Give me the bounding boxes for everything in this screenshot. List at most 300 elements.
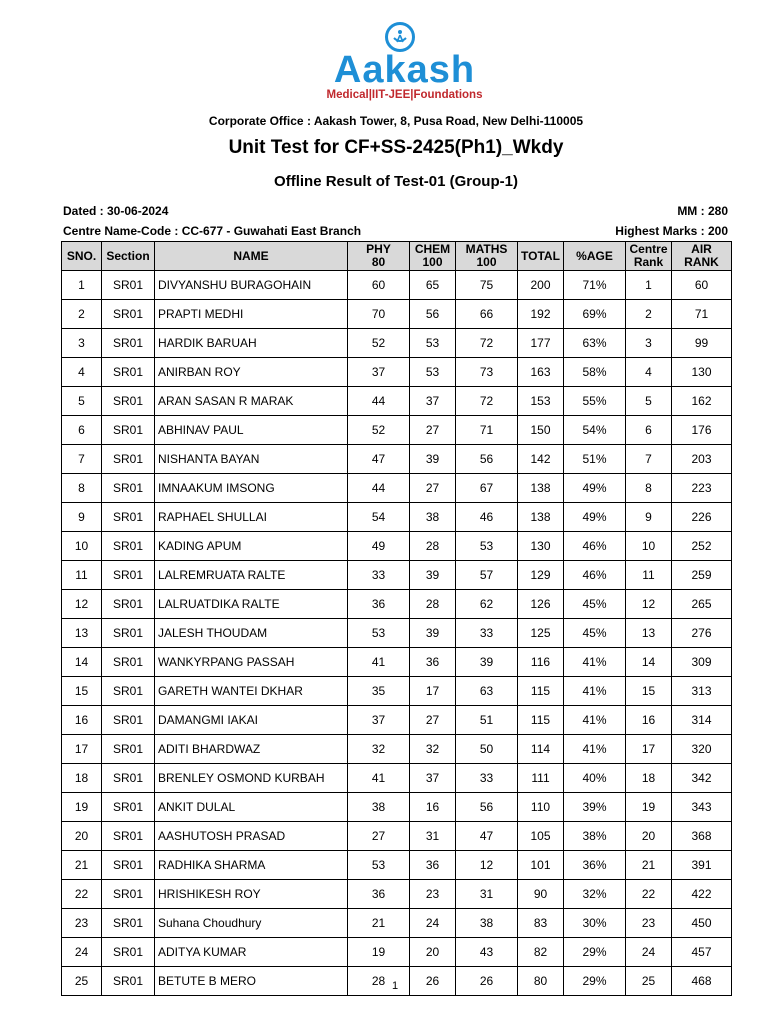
cell-maths: 26 [456, 967, 518, 996]
cell-section: SR01 [102, 648, 155, 677]
cell-chem: 53 [410, 358, 456, 387]
cell-total: 138 [518, 474, 564, 503]
col-air-rank [672, 242, 732, 271]
cell-phy: 52 [348, 329, 410, 358]
cell-total: 90 [518, 880, 564, 909]
cell-sno: 16 [62, 706, 102, 735]
cell-air-rank: 422 [672, 880, 732, 909]
cell-name: LALRUATDIKA RALTE [155, 590, 348, 619]
cell-maths: 43 [456, 938, 518, 967]
cell-total: 115 [518, 706, 564, 735]
cell-centre-rank: 24 [626, 938, 672, 967]
cell-section: SR01 [102, 851, 155, 880]
cell-air-rank: 368 [672, 822, 732, 851]
cell-chem: 20 [410, 938, 456, 967]
cell-maths: 56 [456, 445, 518, 474]
logo-tagline: Medical|IIT-JEE|Foundations [326, 89, 483, 101]
cell-percentage: 58% [564, 358, 626, 387]
cell-air-rank: 226 [672, 503, 732, 532]
cell-maths: 47 [456, 822, 518, 851]
table-row [62, 648, 732, 677]
cell-air-rank: 203 [672, 445, 732, 474]
cell-chem: 16 [410, 793, 456, 822]
cell-total: 110 [518, 793, 564, 822]
cell-maths: 66 [456, 300, 518, 329]
cell-maths: 73 [456, 358, 518, 387]
cell-maths: 33 [456, 619, 518, 648]
cell-section: SR01 [102, 677, 155, 706]
corporate-office: Corporate Office : Aakash Tower, 8, Pusa Road, New Delhi-110005 [208, 114, 584, 128]
cell-name: AASHUTOSH PRASAD [155, 822, 348, 851]
cell-maths: 51 [456, 706, 518, 735]
cell-maths: 12 [456, 851, 518, 880]
cell-total: 114 [518, 735, 564, 764]
cell-chem: 37 [410, 764, 456, 793]
cell-centre-rank: 6 [626, 416, 672, 445]
cell-name: GARETH WANTEI DKHAR [155, 677, 348, 706]
cell-air-rank: 391 [672, 851, 732, 880]
cell-maths: 46 [456, 503, 518, 532]
cell-section: SR01 [102, 590, 155, 619]
table-row [62, 445, 732, 474]
table-row [62, 561, 732, 590]
cell-maths: 75 [456, 271, 518, 300]
cell-chem: 37 [410, 387, 456, 416]
table-row [62, 938, 732, 967]
cell-name: ADITYA KUMAR [155, 938, 348, 967]
cell-section: SR01 [102, 416, 155, 445]
cell-maths: 57 [456, 561, 518, 590]
col-phy-label: PHY [366, 242, 391, 256]
cell-centre-rank: 23 [626, 909, 672, 938]
cell-percentage: 41% [564, 735, 626, 764]
col-centre-rank-1: Centre [629, 242, 668, 256]
cell-centre-rank: 17 [626, 735, 672, 764]
cell-chem: 36 [410, 851, 456, 880]
cell-name: HARDIK BARUAH [155, 329, 348, 358]
cell-chem: 27 [410, 706, 456, 735]
cell-sno: 21 [62, 851, 102, 880]
cell-percentage: 54% [564, 416, 626, 445]
cell-total: 125 [518, 619, 564, 648]
cell-total: 130 [518, 532, 564, 561]
cell-chem: 24 [410, 909, 456, 938]
cell-name: PRAPTI MEDHI [155, 300, 348, 329]
cell-section: SR01 [102, 880, 155, 909]
col-name: NAME [155, 242, 348, 271]
cell-section: SR01 [102, 764, 155, 793]
page-title: Unit Test for CF+SS-2425(Ph1)_Wkdy [228, 137, 564, 158]
cell-section: SR01 [102, 329, 155, 358]
cell-air-rank: 176 [672, 416, 732, 445]
cell-name: ANIRBAN ROY [155, 358, 348, 387]
cell-centre-rank: 11 [626, 561, 672, 590]
cell-phy: 37 [348, 706, 410, 735]
cell-name: DIVYANSHU BURAGOHAIN [155, 271, 348, 300]
cell-air-rank: 252 [672, 532, 732, 561]
cell-maths: 56 [456, 793, 518, 822]
col-centre-rank-2: Rank [633, 255, 664, 269]
cell-centre-rank: 8 [626, 474, 672, 503]
cell-percentage: 29% [564, 938, 626, 967]
cell-section: SR01 [102, 561, 155, 590]
cell-chem: 17 [410, 677, 456, 706]
cell-percentage: 69% [564, 300, 626, 329]
cell-percentage: 51% [564, 445, 626, 474]
cell-total: 129 [518, 561, 564, 590]
cell-percentage: 39% [564, 793, 626, 822]
cell-centre-rank: 7 [626, 445, 672, 474]
cell-total: 192 [518, 300, 564, 329]
cell-chem: 39 [410, 445, 456, 474]
cell-percentage: 36% [564, 851, 626, 880]
max-marks: MM : 280 [677, 204, 728, 218]
cell-name: NISHANTA BAYAN [155, 445, 348, 474]
cell-total: 177 [518, 329, 564, 358]
table-row [62, 474, 732, 503]
cell-centre-rank: 18 [626, 764, 672, 793]
cell-centre-rank: 1 [626, 271, 672, 300]
cell-phy: 44 [348, 474, 410, 503]
cell-centre-rank: 15 [626, 677, 672, 706]
cell-name: DAMANGMI IAKAI [155, 706, 348, 735]
cell-sno: 22 [62, 880, 102, 909]
cell-maths: 67 [456, 474, 518, 503]
col-chem [410, 242, 456, 271]
cell-maths: 62 [456, 590, 518, 619]
table-row [62, 271, 732, 300]
cell-percentage: 46% [564, 532, 626, 561]
cell-percentage: 46% [564, 561, 626, 590]
cell-maths: 71 [456, 416, 518, 445]
cell-sno: 1 [62, 271, 102, 300]
cell-phy: 33 [348, 561, 410, 590]
cell-chem: 31 [410, 822, 456, 851]
cell-air-rank: 71 [672, 300, 732, 329]
cell-name: WANKYRPANG PASSAH [155, 648, 348, 677]
table-header-row [62, 242, 732, 271]
cell-total: 200 [518, 271, 564, 300]
cell-sno: 3 [62, 329, 102, 358]
cell-total: 111 [518, 764, 564, 793]
cell-chem: 36 [410, 648, 456, 677]
cell-chem: 39 [410, 561, 456, 590]
cell-centre-rank: 2 [626, 300, 672, 329]
cell-chem: 56 [410, 300, 456, 329]
cell-percentage: 32% [564, 880, 626, 909]
cell-phy: 44 [348, 387, 410, 416]
cell-phy: 60 [348, 271, 410, 300]
cell-phy: 19 [348, 938, 410, 967]
cell-centre-rank: 10 [626, 532, 672, 561]
cell-name: RADHIKA SHARMA [155, 851, 348, 880]
table-row [62, 387, 732, 416]
logo-brand-text: Aakash [333, 49, 476, 91]
cell-total: 115 [518, 677, 564, 706]
cell-air-rank: 130 [672, 358, 732, 387]
cell-sno: 20 [62, 822, 102, 851]
col-air-rank-2: RANK [684, 255, 719, 269]
cell-centre-rank: 22 [626, 880, 672, 909]
cell-sno: 2 [62, 300, 102, 329]
cell-section: SR01 [102, 909, 155, 938]
cell-total: 101 [518, 851, 564, 880]
cell-percentage: 40% [564, 764, 626, 793]
cell-percentage: 49% [564, 503, 626, 532]
cell-phy: 38 [348, 793, 410, 822]
cell-air-rank: 343 [672, 793, 732, 822]
cell-section: SR01 [102, 793, 155, 822]
cell-sno: 23 [62, 909, 102, 938]
table-row [62, 503, 732, 532]
cell-section: SR01 [102, 967, 155, 996]
cell-centre-rank: 19 [626, 793, 672, 822]
cell-maths: 63 [456, 677, 518, 706]
cell-maths: 53 [456, 532, 518, 561]
table-row [62, 735, 732, 764]
cell-sno: 14 [62, 648, 102, 677]
cell-percentage: 29% [564, 967, 626, 996]
dated: Dated : 30-06-2024 [63, 204, 169, 218]
cell-air-rank: 468 [672, 967, 732, 996]
result-table [61, 241, 732, 996]
cell-centre-rank: 12 [626, 590, 672, 619]
cell-chem: 26 [410, 967, 456, 996]
cell-name: KADING APUM [155, 532, 348, 561]
cell-sno: 5 [62, 387, 102, 416]
col-maths-max: 100 [476, 255, 497, 269]
cell-chem: 27 [410, 474, 456, 503]
cell-name: ABHINAV PAUL [155, 416, 348, 445]
cell-section: SR01 [102, 387, 155, 416]
cell-percentage: 55% [564, 387, 626, 416]
cell-chem: 32 [410, 735, 456, 764]
cell-sno: 8 [62, 474, 102, 503]
cell-name: ANKIT DULAL [155, 793, 348, 822]
cell-centre-rank: 20 [626, 822, 672, 851]
cell-air-rank: 60 [672, 271, 732, 300]
cell-centre-rank: 25 [626, 967, 672, 996]
cell-section: SR01 [102, 938, 155, 967]
table-row [62, 677, 732, 706]
cell-maths: 72 [456, 387, 518, 416]
table-row [62, 706, 732, 735]
cell-centre-rank: 14 [626, 648, 672, 677]
cell-percentage: 71% [564, 271, 626, 300]
cell-percentage: 45% [564, 619, 626, 648]
col-phy-max: 80 [371, 255, 386, 269]
cell-phy: 41 [348, 648, 410, 677]
cell-sno: 18 [62, 764, 102, 793]
cell-sno: 17 [62, 735, 102, 764]
cell-centre-rank: 9 [626, 503, 672, 532]
cell-percentage: 38% [564, 822, 626, 851]
col-maths [456, 242, 518, 271]
table-row [62, 880, 732, 909]
page-subtitle: Offline Result of Test-01 (Group-1) [274, 173, 518, 190]
cell-chem: 53 [410, 329, 456, 358]
cell-air-rank: 314 [672, 706, 732, 735]
cell-phy: 53 [348, 619, 410, 648]
cell-total: 126 [518, 590, 564, 619]
cell-air-rank: 99 [672, 329, 732, 358]
cell-sno: 24 [62, 938, 102, 967]
table-row [62, 358, 732, 387]
table-row [62, 764, 732, 793]
cell-total: 105 [518, 822, 564, 851]
cell-total: 80 [518, 967, 564, 996]
cell-name: IMNAAKUM IMSONG [155, 474, 348, 503]
cell-name: BETUTE B MERO [155, 967, 348, 996]
cell-chem: 23 [410, 880, 456, 909]
cell-centre-rank: 5 [626, 387, 672, 416]
cell-chem: 39 [410, 619, 456, 648]
cell-section: SR01 [102, 822, 155, 851]
cell-sno: 13 [62, 619, 102, 648]
col-centre-rank [626, 242, 672, 271]
cell-section: SR01 [102, 358, 155, 387]
col-section: Section [102, 242, 155, 271]
cell-percentage: 41% [564, 706, 626, 735]
cell-air-rank: 450 [672, 909, 732, 938]
cell-phy: 37 [348, 358, 410, 387]
cell-air-rank: 457 [672, 938, 732, 967]
cell-total: 142 [518, 445, 564, 474]
cell-phy: 47 [348, 445, 410, 474]
cell-sno: 9 [62, 503, 102, 532]
cell-air-rank: 276 [672, 619, 732, 648]
cell-sno: 25 [62, 967, 102, 996]
cell-total: 153 [518, 387, 564, 416]
cell-air-rank: 342 [672, 764, 732, 793]
cell-maths: 39 [456, 648, 518, 677]
cell-section: SR01 [102, 271, 155, 300]
cell-section: SR01 [102, 706, 155, 735]
cell-name: Suhana Choudhury [155, 909, 348, 938]
cell-sno: 10 [62, 532, 102, 561]
cell-centre-rank: 4 [626, 358, 672, 387]
cell-phy: 53 [348, 851, 410, 880]
cell-sno: 7 [62, 445, 102, 474]
cell-air-rank: 313 [672, 677, 732, 706]
logo-emblem-icon [385, 22, 415, 52]
table-row [62, 619, 732, 648]
cell-air-rank: 309 [672, 648, 732, 677]
cell-phy: 70 [348, 300, 410, 329]
cell-centre-rank: 13 [626, 619, 672, 648]
cell-total: 150 [518, 416, 564, 445]
col-total: TOTAL [518, 242, 564, 271]
cell-centre-rank: 21 [626, 851, 672, 880]
page-number: 1 [392, 980, 399, 992]
table-row [62, 532, 732, 561]
cell-percentage: 30% [564, 909, 626, 938]
cell-name: ARAN SASAN R MARAK [155, 387, 348, 416]
cell-name: HRISHIKESH ROY [155, 880, 348, 909]
cell-air-rank: 162 [672, 387, 732, 416]
cell-sno: 4 [62, 358, 102, 387]
cell-sno: 19 [62, 793, 102, 822]
col-phy [348, 242, 410, 271]
cell-sno: 12 [62, 590, 102, 619]
cell-centre-rank: 16 [626, 706, 672, 735]
cell-percentage: 49% [564, 474, 626, 503]
cell-maths: 50 [456, 735, 518, 764]
cell-percentage: 41% [564, 677, 626, 706]
cell-percentage: 41% [564, 648, 626, 677]
cell-maths: 38 [456, 909, 518, 938]
col-chem-max: 100 [422, 255, 443, 269]
highest-marks: Highest Marks : 200 [615, 224, 728, 238]
col-chem-label: CHEM [414, 242, 451, 256]
cell-sno: 15 [62, 677, 102, 706]
cell-phy: 54 [348, 503, 410, 532]
cell-total: 116 [518, 648, 564, 677]
cell-phy: 32 [348, 735, 410, 764]
cell-phy: 36 [348, 880, 410, 909]
table-row [62, 329, 732, 358]
cell-section: SR01 [102, 445, 155, 474]
cell-percentage: 45% [564, 590, 626, 619]
cell-maths: 33 [456, 764, 518, 793]
cell-name: LALREMRUATA RALTE [155, 561, 348, 590]
cell-phy: 49 [348, 532, 410, 561]
col-air-rank-1: AIR [691, 242, 712, 256]
cell-section: SR01 [102, 474, 155, 503]
cell-centre-rank: 3 [626, 329, 672, 358]
cell-air-rank: 223 [672, 474, 732, 503]
cell-phy: 36 [348, 590, 410, 619]
table-row [62, 793, 732, 822]
cell-chem: 65 [410, 271, 456, 300]
cell-maths: 72 [456, 329, 518, 358]
cell-name: BRENLEY OSMOND KURBAH [155, 764, 348, 793]
cell-air-rank: 265 [672, 590, 732, 619]
cell-section: SR01 [102, 300, 155, 329]
cell-name: RAPHAEL SHULLAI [155, 503, 348, 532]
cell-name: JALESH THOUDAM [155, 619, 348, 648]
cell-chem: 28 [410, 590, 456, 619]
cell-chem: 27 [410, 416, 456, 445]
cell-phy: 35 [348, 677, 410, 706]
cell-percentage: 63% [564, 329, 626, 358]
cell-total: 83 [518, 909, 564, 938]
cell-sno: 6 [62, 416, 102, 445]
col-maths-label: MATHS [465, 242, 508, 256]
table-row [62, 590, 732, 619]
cell-air-rank: 259 [672, 561, 732, 590]
table-row [62, 822, 732, 851]
cell-phy: 28 [348, 967, 410, 996]
cell-chem: 38 [410, 503, 456, 532]
cell-total: 163 [518, 358, 564, 387]
cell-section: SR01 [102, 619, 155, 648]
cell-section: SR01 [102, 532, 155, 561]
cell-chem: 28 [410, 532, 456, 561]
table-row [62, 300, 732, 329]
cell-total: 138 [518, 503, 564, 532]
col-sno: SNO. [62, 242, 102, 271]
cell-phy: 21 [348, 909, 410, 938]
cell-phy: 52 [348, 416, 410, 445]
table-row [62, 416, 732, 445]
cell-sno: 11 [62, 561, 102, 590]
cell-total: 82 [518, 938, 564, 967]
cell-air-rank: 320 [672, 735, 732, 764]
cell-phy: 27 [348, 822, 410, 851]
aakash-logo [307, 20, 502, 105]
col-percentage: %AGE [564, 242, 626, 271]
